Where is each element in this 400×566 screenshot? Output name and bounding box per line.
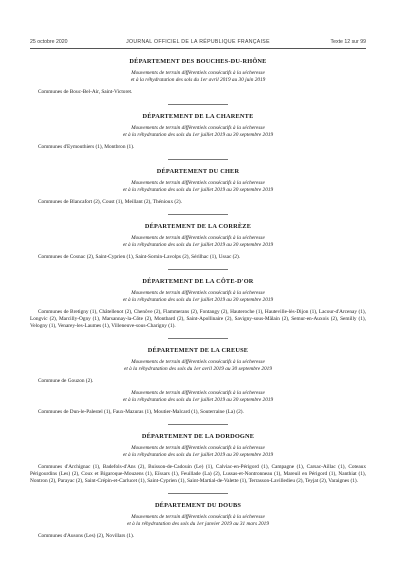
communes-list: Communes d'Eymouthiers (1), Montbron (1). [38,144,135,150]
movement-period: et à la réhydratation des sols du 1er janvier 2019 au 31 mars 2019 [127,521,269,527]
movement-period: et à la réhydratation des sols du 1er juillet 2019 au 30 septembre 2019 [122,397,274,403]
journal-title: JOURNAL OFFICIEL DE LA RÉPUBLIQUE FRANÇAISE [126,39,270,45]
communes-list: Commune de Gouzon (2). [38,378,94,384]
movement-description [30,514,366,528]
section-divider [168,269,228,270]
department-section [30,347,366,416]
movement-period: et à la réhydratation des sols du 1er juillet 2019 au 30 septembre 2019 [122,187,274,193]
department-section [30,502,366,540]
movement-period: et à la réhydratation des sols du 1er juillet 2019 au 30 septembre 2019 [122,132,274,138]
movement-line: Mouvements de terrain différentiels consécutifs à la sécheresse [131,180,265,186]
section-divider [168,338,228,339]
communes-list: Communes de Blancafort (2), Coust (1), Meillant (2), Théniouх (2). [38,199,182,205]
movement-description [30,445,366,459]
communes-list: Communes d'Archignac (1), Badefols-d'Ans (2), Buisson-de-Cadouin (Le) (1), Calviac-en-Périgord (1), Campagne (1), Carsac-Aillac (1), Coteaux Périgourdins (Les) (2), Coux et Bigaroque-Mouzens (1), Eïssars (1), Feuillade (La) (2), Lussas-et-Nontronneau (1), Mareuil en Périgord (1), Nanthiat (1), Nontron (2), Parayac (2), Saint-Crépin-et-Carlucet (1), Saint-Cyprien (1), Saint-Martial-de-Valette (1), Terrasson-Lavilledieu (2), Teyjat (2), Varaignes (1). [30,464,366,484]
department-title: DÉPARTEMENT DE LA CHARENTE [142,113,254,120]
communes-list: Communes de Bouc-Bel-Air, Saint-Victoret. [38,89,133,95]
movement-description [30,359,366,373]
movement-description [30,390,366,404]
department-title: DÉPARTEMENT DE LA CREUSE [147,347,249,354]
movement-line: Mouvements de terrain différentiels consécutifs à la sécheresse [131,70,265,76]
page-header [30,37,366,49]
department-title: DÉPARTEMENT DU CHER [156,168,240,175]
movement-line: Mouvements de terrain différentiels consécutifs à la sécheresse [131,514,265,520]
section-divider [168,214,228,215]
communes-list: Communes d'Ausons (Les) (2), Novillars (1). [38,533,135,539]
section-divider [168,424,228,425]
movement-line: Mouvements de terrain différentiels consécutifs à la sécheresse [131,390,265,396]
department-section [30,113,366,151]
movement-period: et à la réhydratation des sols du 1er juillet 2019 au 30 septembre 2019 [122,297,274,303]
movement-line: Mouvements de terrain différentiels consécutifs à la sécheresse [131,290,265,296]
movement-period: et à la réhydratation des sols du 1er avril 2019 au 30 septembre 2019 [124,366,272,372]
department-section [30,433,366,485]
department-title: DÉPARTEMENT DE LA CÔTE-D'OR [142,278,254,285]
movement-line: Mouvements de terrain différentiels consécutifs à la sécheresse [131,235,265,241]
movement-description [30,70,366,84]
communes-list: Communes de Bretigny (1), Châtellenot (2), Chenôve (2), Flammerans (2), Fontangy (2), Hauteroche (1), Hauteville-lès-Dijon (1), Lacour-d'Arcenay (1), Longvic (2), Marcilly-Ogny (1), Marsannay-la-Côte (2), Montbard (2), Saint-Apollinaire (2), Savigny-sous-Mâlain (2), Semur-en-Auxois (2), Semilly (1), Velogny (1), Venarey-les-Laumes (1), Villeneuve-sous-Charigny (1). [30,309,366,329]
section-divider [168,104,228,105]
department-section [30,168,366,206]
department-section [30,223,366,261]
department-title: DÉPARTEMENT DE LA DORDOGNE [141,433,255,440]
department-title: DÉPARTEMENT DE LA CORRÈZE [144,223,252,230]
movement-description [30,180,366,194]
communes-list: Communes de Dun-le-Palestel (1), Faux-Mazuras (1), Moutier-Malcard (1), Souterraine (La) (2). [38,409,244,415]
text-number: Texte 12 sur 99 [330,39,366,45]
movement-description [30,125,366,139]
movement-description [30,235,366,249]
movement-period: et à la réhydratation des sols du 1er avril 2019 au 30 juin 2019 [130,77,266,83]
department-section [30,58,366,96]
movement-line: Mouvements de terrain différentiels consécutifs à la sécheresse [131,445,265,451]
department-title: DÉPARTEMENT DU DOUBS [154,502,242,509]
movement-period: et à la réhydratation des sols du 1er juillet 2019 au 30 septembre 2019 [122,452,274,458]
movement-period: et à la réhydratation des sols du 1er juillet 2019 au 30 septembre 2019 [122,242,274,248]
department-title: DÉPARTEMENT DES BOUCHES-DU-RHÔNE [129,58,267,65]
publication-date: 25 octobre 2020 [30,39,68,45]
section-divider [168,493,228,494]
movement-description [30,290,366,304]
document-body [30,58,366,540]
movement-line: Mouvements de terrain différentiels consécutifs à la sécheresse [131,125,265,131]
department-section [30,278,366,330]
communes-list: Communes de Cosnac (2), Saint-Cyprien (1), Saint-Sornin-Lavolps (2), Sérilhac (1), Ussac (2). [38,254,241,260]
section-divider [168,159,228,160]
movement-line: Mouvements de terrain différentiels consécutifs à la sécheresse [131,359,265,365]
